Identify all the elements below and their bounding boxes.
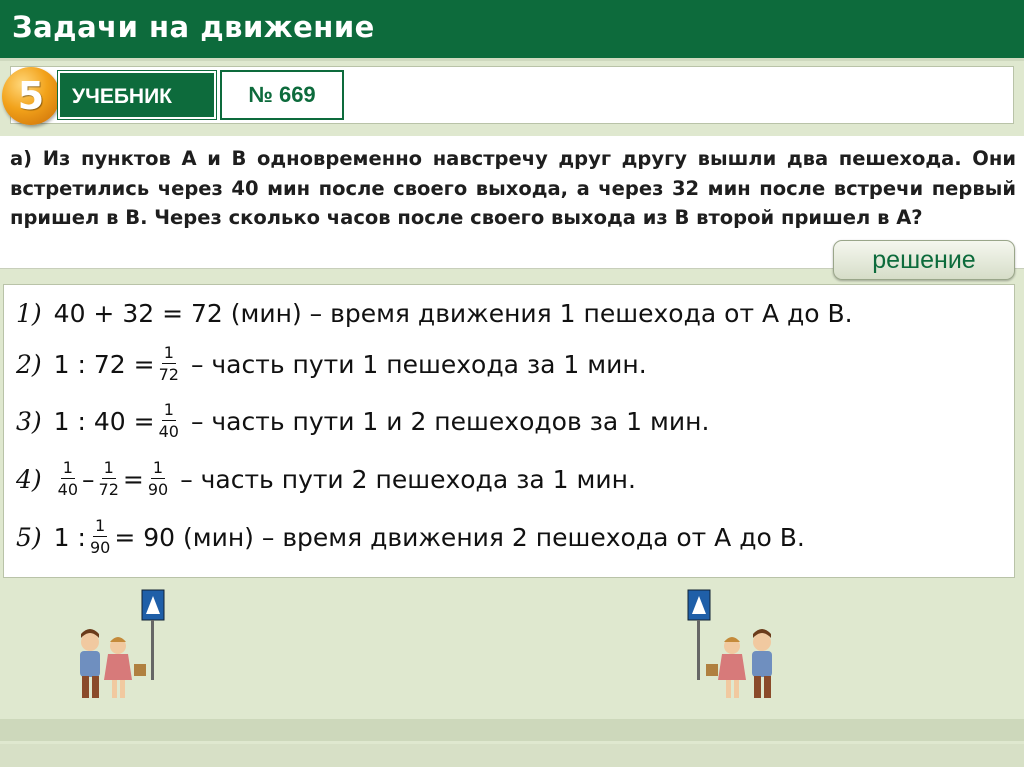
step-number: 4) xyxy=(16,464,42,494)
fraction-denominator: 40 xyxy=(158,422,179,441)
fraction xyxy=(58,459,78,499)
number-badge: 5 xyxy=(2,67,60,125)
step-number: 2) xyxy=(16,349,42,379)
step-description: – часть пути 1 пешехода за 1 мин. xyxy=(190,349,647,379)
title-bar xyxy=(0,0,1024,61)
fraction-numerator: 1 xyxy=(62,458,73,477)
fraction xyxy=(90,517,110,557)
step-number: 3) xyxy=(16,406,42,436)
solution-step-3 xyxy=(16,401,709,441)
fraction-denominator: 90 xyxy=(147,480,169,499)
fraction-numerator: 1 xyxy=(95,516,106,535)
children-walking-illustration xyxy=(60,588,180,718)
fraction xyxy=(99,459,119,499)
fraction-denominator: 40 xyxy=(57,480,79,499)
step-number: 5) xyxy=(16,522,42,552)
solution-button[interactable]: решение xyxy=(833,240,1015,280)
step-expression: 40 + 32 = 72 (мин) – время движения 1 пешехода от А до В. xyxy=(53,298,853,328)
fraction xyxy=(159,401,179,441)
fraction-numerator: 1 xyxy=(163,343,174,362)
fraction xyxy=(148,459,168,499)
step-expression: 1 : 72 = xyxy=(53,349,155,379)
step-description: – часть пути 2 пешехода за 1 мин. xyxy=(180,464,636,494)
fraction-numerator: 1 xyxy=(163,400,174,419)
fraction-numerator: 1 xyxy=(103,458,114,477)
step-expression: 1 : xyxy=(53,522,86,552)
task-number-tab[interactable]: № 669 xyxy=(220,70,344,120)
decorative-strip-lower xyxy=(0,744,1024,767)
textbook-tab[interactable]: УЧЕБНИК xyxy=(58,71,216,119)
solution-step-2 xyxy=(16,344,647,384)
step-description: = 90 (мин) – время движения 2 пешехода от А до В. xyxy=(114,522,805,552)
step-description: – часть пути 1 и 2 пешеходов за 1 мин. xyxy=(190,406,710,436)
fraction-denominator: 72 xyxy=(158,365,179,384)
solution-step-5 xyxy=(16,517,805,557)
solution-panel xyxy=(3,284,1015,578)
equals-sign: = xyxy=(122,464,144,494)
fraction-numerator: 1 xyxy=(152,458,164,477)
step-expression: 1 : 40 = xyxy=(53,406,155,436)
fraction-denominator: 90 xyxy=(89,538,111,557)
fraction xyxy=(159,344,179,384)
decorative-strip xyxy=(0,719,1024,741)
solution-step-1 xyxy=(16,293,853,333)
step-number: 1) xyxy=(16,298,42,328)
page-title: Задачи на движение xyxy=(12,10,375,44)
solution-step-4 xyxy=(16,459,636,499)
minus-sign: – xyxy=(82,464,95,494)
fraction-denominator: 72 xyxy=(98,480,119,499)
task-text: а) Из пунктов А и В одновременно навстречу друг другу вышли два пешехода. Они встретились через 40 мин после своего выхода, а через 32 мин после встречи первый пришел в В. Через сколько часов после своего выхода из В второй пришел в А? xyxy=(10,147,1016,229)
children-walking-illustration xyxy=(680,588,800,718)
